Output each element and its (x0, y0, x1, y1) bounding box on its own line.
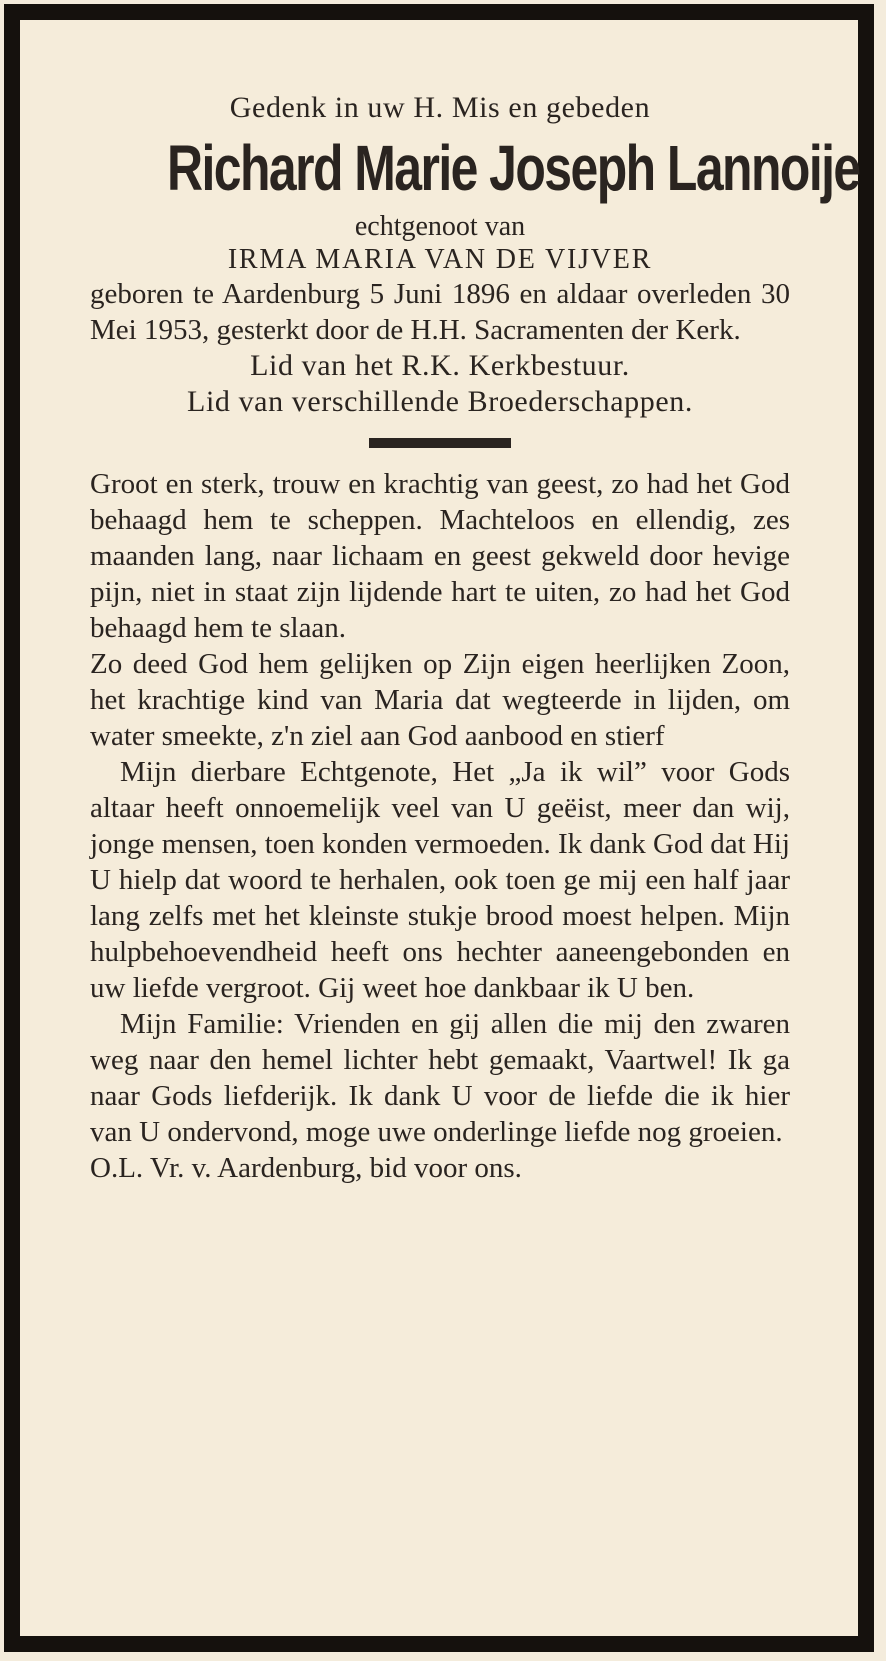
paragraph-1: Groot en sterk, trouw en krachtig van geest, zo had het God behaagd hem te scheppen. Machteloos en ellendig, zes maanden lang, naar lichaam en geest gekweld door hevige pijn, niet in staat zijn lijdende hart te uiten, zo had het God behaagd hem te slaan. (90, 468, 790, 644)
deceased-name: Richard Marie Joseph Lannoije (167, 132, 860, 204)
spouse-intro: echtgenoot van (354, 211, 526, 242)
separator-bar (369, 438, 511, 448)
paragraph-2: Zo deed God hem gelijken op Zijn eigen heerlijken Zoon, het krachtige kind van Maria dat wegteerde in lijden, om water smeekte, z'n ziel aan God aanbood en stierf (90, 648, 790, 752)
header-line: Gedenk in uw H. Mis en gebeden (229, 91, 651, 124)
paragraph-4: Mijn Familie: Vrienden en gij allen die mij den zwaren weg naar den hemel lichter hebt gemaakt, Vaartwel! Ik ga naar Gods liefderijk. Ik dank U voor de liefde die ik hier van U ondervond, moge uwe onderlinge liefde nog groeien. (90, 1008, 790, 1148)
membership-2: Lid van verschillende Broederschappen. (187, 385, 693, 418)
birth-death-info: geboren te Aardenburg 5 Juni 1896 en aldaar overleden 30 Mei 1953, gesterkt door de H.H. Sacramenten der Kerk. (90, 278, 790, 346)
card-paper (20, 20, 858, 1636)
card-text (90, 90, 860, 1186)
memorial-card (4, 4, 874, 1652)
membership-1: Lid van het R.K. Kerkbestuur. (250, 349, 630, 382)
paragraph-3: Mijn dierbare Echtgenote, Het „Ja ik wil” voor Gods altaar heeft onnoemelijk veel van U geëist, meer dan wij, jonge mensen, toen konden vermoeden. Ik dank God dat Hij U hielp dat woord te herhalen, ook toen ge mij een half jaar lang zelfs met het kleinste stukje brood moest helpen. Mijn hulpbehoevendheid heeft ons hechter aaneengebonden en uw liefde vergroot. Gij weet hoe dankbaar ik U ben. (90, 756, 790, 1004)
closing-prayer: O.L. Vr. v. Aardenburg, bid voor ons. (90, 1152, 522, 1184)
spouse-name: IRMA MARIA VAN DE VIJVER (227, 244, 653, 275)
